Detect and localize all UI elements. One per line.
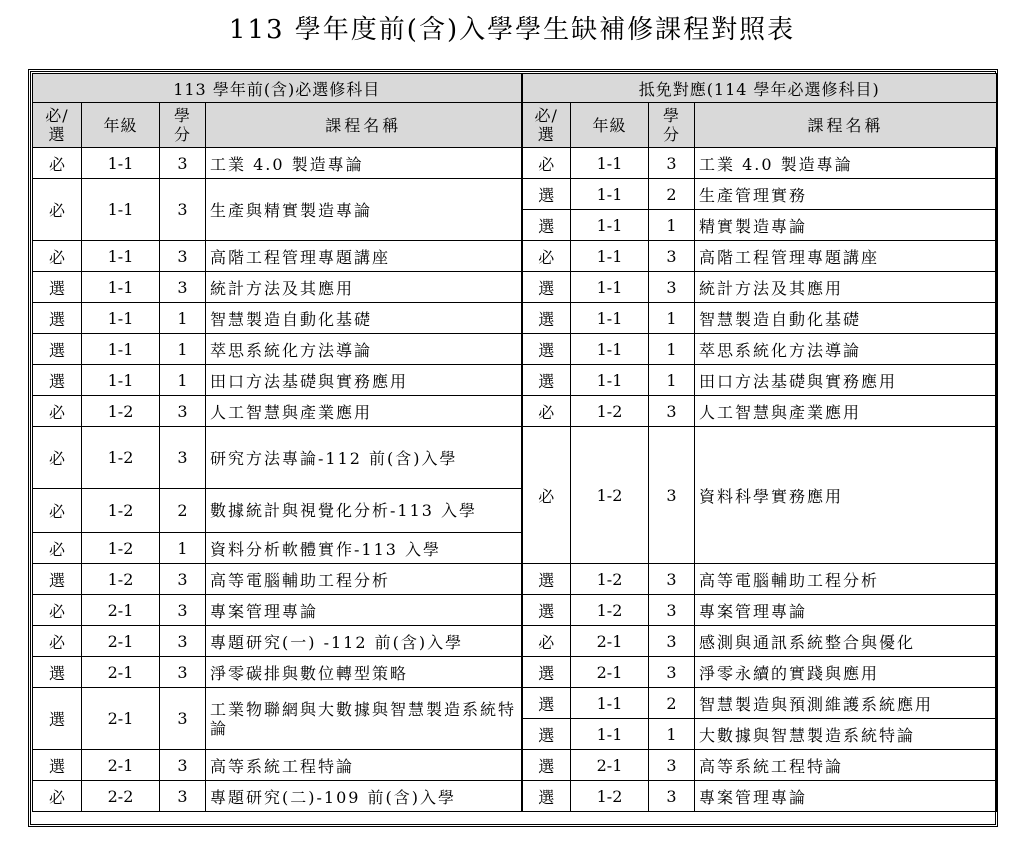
left-credit-cell: 3	[160, 688, 206, 750]
right-name-cell: 萃思系統化方法導論	[695, 334, 997, 365]
right-credit-cell: 3	[649, 564, 695, 595]
left-year-cell: 2-1	[82, 595, 160, 626]
left-name-cell: 數據統計與視覺化分析-113 入學	[206, 489, 522, 533]
left-name-cell: 生產與精實製造專論	[206, 179, 522, 241]
table-frame	[28, 69, 998, 827]
left-type-cell: 必	[33, 179, 82, 241]
right-name-cell: 淨零永續的實踐與應用	[695, 657, 997, 688]
left-credit-cell: 1	[160, 303, 206, 334]
table-row	[33, 626, 997, 657]
left-credit-cell: 3	[160, 272, 206, 303]
right-name-cell: 統計方法及其應用	[695, 272, 997, 303]
right-type-cell: 選	[522, 750, 571, 781]
table-row	[33, 148, 997, 179]
right-name-cell: 高等電腦輔助工程分析	[695, 564, 997, 595]
right-name-cell: 高階工程管理專題講座	[695, 241, 997, 272]
right-type-cell: 選	[522, 365, 571, 396]
right-year-cell: 1-1	[571, 365, 649, 396]
table-row	[33, 272, 997, 303]
right-year-cell: 2-1	[571, 657, 649, 688]
right-group-header: 抵免對應(114 學年必選修科目)	[522, 74, 997, 103]
left-year-cell: 2-2	[82, 781, 160, 812]
left-col-credit-header: 學 分	[160, 103, 206, 148]
right-credit-cell: 3	[649, 595, 695, 626]
left-type-cell: 選	[33, 750, 82, 781]
right-credit-cell: 3	[649, 396, 695, 427]
left-name-cell: 工業 4.0 製造專論	[206, 148, 522, 179]
left-name-cell: 高等電腦輔助工程分析	[206, 564, 522, 595]
right-credit-cell: 3	[649, 272, 695, 303]
right-credit-cell: 1	[649, 210, 695, 241]
table-row	[33, 303, 997, 334]
right-type-cell: 選	[522, 564, 571, 595]
right-type-cell: 選	[522, 657, 571, 688]
right-type-cell: 必	[522, 148, 571, 179]
left-name-cell: 智慧製造自動化基礎	[206, 303, 522, 334]
left-credit-cell: 3	[160, 148, 206, 179]
right-credit-cell: 3	[649, 148, 695, 179]
right-credit-cell: 1	[649, 719, 695, 750]
left-type-cell: 選	[33, 657, 82, 688]
left-name-cell: 高等系統工程特論	[206, 750, 522, 781]
right-credit-cell: 1	[649, 303, 695, 334]
left-year-cell: 1-1	[82, 334, 160, 365]
left-name-cell: 高階工程管理專題講座	[206, 241, 522, 272]
right-type-cell: 必	[522, 396, 571, 427]
right-year-cell: 1-1	[571, 179, 649, 210]
right-type-cell: 選	[522, 595, 571, 626]
left-year-cell: 1-2	[82, 396, 160, 427]
right-type-cell: 選	[522, 303, 571, 334]
right-type-cell: 選	[522, 781, 571, 812]
table-row	[33, 564, 997, 595]
left-year-cell: 1-2	[82, 427, 160, 489]
left-name-cell: 淨零碳排與數位轉型策略	[206, 657, 522, 688]
table-row	[33, 365, 997, 396]
left-year-cell: 1-1	[82, 303, 160, 334]
right-type-cell: 選	[522, 334, 571, 365]
right-credit-cell: 1	[649, 334, 695, 365]
page-title: 113 學年度前(含)入學學生缺補修課程對照表	[228, 15, 796, 45]
right-name-cell: 專案管理專論	[695, 595, 997, 626]
left-name-cell: 工業物聯網與大數據與智慧製造系統特論	[206, 688, 522, 750]
right-col-credit-header: 學 分	[649, 103, 695, 148]
left-type-cell: 必	[33, 489, 82, 533]
left-name-cell: 專案管理專論	[206, 595, 522, 626]
right-name-cell: 人工智慧與產業應用	[695, 396, 997, 427]
right-credit-cell: 3	[649, 781, 695, 812]
left-year-cell: 2-1	[82, 626, 160, 657]
left-type-cell: 選	[33, 272, 82, 303]
left-name-cell: 田口方法基礎與實務應用	[206, 365, 522, 396]
right-type-cell: 必	[522, 427, 571, 564]
table-row	[33, 396, 997, 427]
right-name-cell: 田口方法基礎與實務應用	[695, 365, 997, 396]
left-type-cell: 必	[33, 396, 82, 427]
left-credit-cell: 3	[160, 657, 206, 688]
right-credit-cell: 3	[649, 626, 695, 657]
right-year-cell: 1-1	[571, 334, 649, 365]
left-year-cell: 1-2	[82, 564, 160, 595]
left-type-cell: 選	[33, 688, 82, 750]
left-credit-cell: 3	[160, 427, 206, 489]
table-row	[33, 688, 997, 719]
right-year-cell: 1-1	[571, 210, 649, 241]
left-year-cell: 2-1	[82, 750, 160, 781]
right-year-cell: 1-1	[571, 688, 649, 719]
left-year-cell: 2-1	[82, 688, 160, 750]
right-year-cell: 1-2	[571, 564, 649, 595]
right-year-cell: 2-1	[571, 626, 649, 657]
right-year-cell: 1-1	[571, 719, 649, 750]
right-name-cell: 智慧製造與預測維護系統應用	[695, 688, 997, 719]
left-type-cell: 必	[33, 533, 82, 564]
table-row	[33, 657, 997, 688]
left-type-cell: 選	[33, 564, 82, 595]
right-type-cell: 選	[522, 719, 571, 750]
right-credit-cell: 1	[649, 365, 695, 396]
left-credit-cell: 3	[160, 750, 206, 781]
right-name-cell: 專案管理專論	[695, 781, 997, 812]
left-type-cell: 必	[33, 626, 82, 657]
left-year-cell: 1-1	[82, 272, 160, 303]
right-credit-cell: 3	[649, 427, 695, 564]
right-name-cell: 感測與通訊系統整合與優化	[695, 626, 997, 657]
left-year-cell: 1-1	[82, 365, 160, 396]
group-header-row	[33, 74, 997, 103]
right-year-cell: 1-1	[571, 148, 649, 179]
table-row	[33, 179, 997, 210]
left-name-cell: 人工智慧與產業應用	[206, 396, 522, 427]
right-name-cell: 智慧製造自動化基礎	[695, 303, 997, 334]
right-type-cell: 必	[522, 626, 571, 657]
left-group-header: 113 學年前(含)必選修科目	[33, 74, 522, 103]
right-type-cell: 選	[522, 210, 571, 241]
right-name-cell: 生產管理實務	[695, 179, 997, 210]
left-year-cell: 1-1	[82, 148, 160, 179]
left-credit-cell: 3	[160, 396, 206, 427]
right-year-cell: 1-1	[571, 272, 649, 303]
right-credit-cell: 3	[649, 657, 695, 688]
left-credit-cell: 1	[160, 533, 206, 564]
left-type-cell: 必	[33, 595, 82, 626]
left-type-cell: 選	[33, 303, 82, 334]
left-year-cell: 1-1	[82, 241, 160, 272]
left-col-name-header: 課程名稱	[206, 103, 522, 148]
left-name-cell: 專題研究(一) -112 前(含)入學	[206, 626, 522, 657]
right-name-cell: 精實製造專論	[695, 210, 997, 241]
right-type-cell: 選	[522, 688, 571, 719]
left-col-type-header: 必/ 選	[33, 103, 82, 148]
table-row	[33, 781, 997, 812]
right-credit-cell: 3	[649, 750, 695, 781]
left-year-cell: 1-2	[82, 533, 160, 564]
table-row	[33, 241, 997, 272]
left-type-cell: 必	[33, 427, 82, 489]
left-name-cell: 統計方法及其應用	[206, 272, 522, 303]
left-name-cell: 萃思系統化方法導論	[206, 334, 522, 365]
left-credit-cell: 1	[160, 365, 206, 396]
table-row	[33, 750, 997, 781]
right-name-cell: 高等系統工程特論	[695, 750, 997, 781]
left-credit-cell: 3	[160, 241, 206, 272]
left-name-cell: 資料分析軟體實作-113 入學	[206, 533, 522, 564]
right-col-type-header: 必/ 選	[522, 103, 571, 148]
table-row	[33, 427, 997, 489]
right-year-cell: 1-2	[571, 396, 649, 427]
right-name-cell: 工業 4.0 製造專論	[695, 148, 997, 179]
right-credit-cell: 3	[649, 241, 695, 272]
right-year-cell: 1-2	[571, 781, 649, 812]
left-credit-cell: 3	[160, 626, 206, 657]
right-year-cell: 1-1	[571, 241, 649, 272]
left-year-cell: 1-1	[82, 179, 160, 241]
left-credit-cell: 1	[160, 334, 206, 365]
column-header-row	[33, 103, 997, 148]
left-credit-cell: 3	[160, 781, 206, 812]
right-credit-cell: 2	[649, 179, 695, 210]
right-year-cell: 1-2	[571, 427, 649, 564]
left-year-cell: 2-1	[82, 657, 160, 688]
left-credit-cell: 3	[160, 564, 206, 595]
right-col-name-header: 課程名稱	[695, 103, 997, 148]
left-credit-cell: 2	[160, 489, 206, 533]
right-credit-cell: 2	[649, 688, 695, 719]
left-year-cell: 1-2	[82, 489, 160, 533]
right-type-cell: 選	[522, 272, 571, 303]
table-row	[33, 334, 997, 365]
left-col-year-header: 年級	[82, 103, 160, 148]
right-year-cell: 2-1	[571, 750, 649, 781]
left-type-cell: 必	[33, 148, 82, 179]
course-mapping-table	[32, 73, 997, 812]
left-name-cell: 研究方法專論-112 前(含)入學	[206, 427, 522, 489]
left-type-cell: 必	[33, 781, 82, 812]
left-type-cell: 必	[33, 241, 82, 272]
table-row	[33, 595, 997, 626]
right-year-cell: 1-1	[571, 303, 649, 334]
left-type-cell: 選	[33, 365, 82, 396]
left-type-cell: 選	[33, 334, 82, 365]
right-col-year-header: 年級	[571, 103, 649, 148]
right-name-cell: 資料科學實務應用	[695, 427, 997, 564]
right-name-cell: 大數據與智慧製造系統特論	[695, 719, 997, 750]
left-credit-cell: 3	[160, 179, 206, 241]
right-year-cell: 1-2	[571, 595, 649, 626]
left-name-cell: 專題研究(二)-109 前(含)入學	[206, 781, 522, 812]
right-type-cell: 必	[522, 241, 571, 272]
left-credit-cell: 3	[160, 595, 206, 626]
right-type-cell: 選	[522, 179, 571, 210]
